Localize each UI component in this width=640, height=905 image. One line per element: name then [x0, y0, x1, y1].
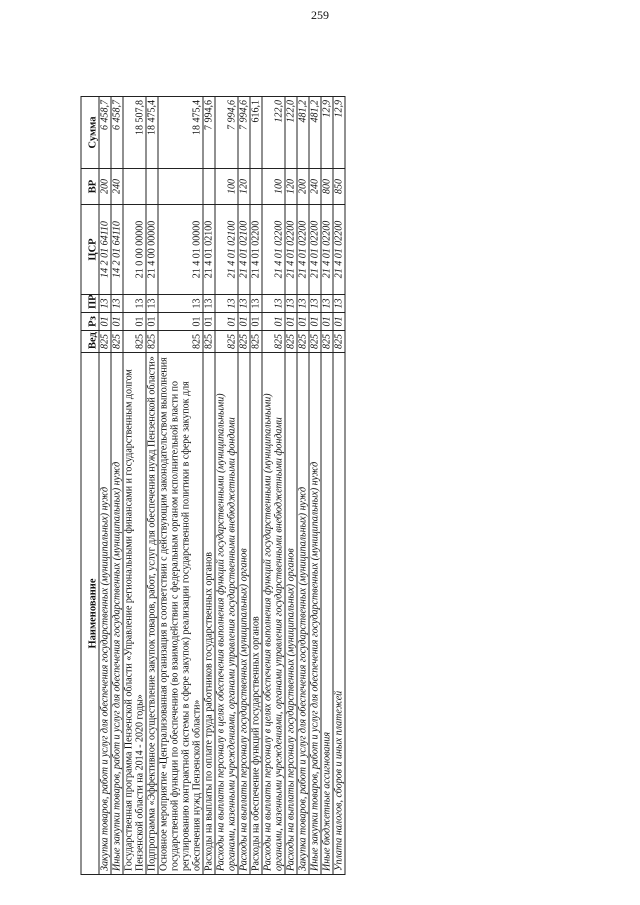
cell-sum: 7 994,6	[238, 96, 250, 168]
table-row	[111, 96, 123, 874]
cell-rz: 01	[238, 312, 250, 330]
cell-rz: 01	[111, 312, 123, 330]
cell-name: Иные закупки товаров, работ и услуг для обеспечения государственных (муниципальных) нужд	[309, 352, 321, 874]
table-row	[215, 96, 238, 874]
cell-ved: 825	[333, 330, 345, 352]
cell-ved: 825	[238, 330, 250, 352]
cell-pr: 13	[333, 294, 345, 312]
cell-rz: 01	[321, 312, 333, 330]
cell-csr: 21 4 01 02200	[321, 204, 333, 294]
cell-name: Подпрограмма «Эффективное осуществление закупок товаров, работ, услуг для обеспечения нужд Пензенской области»	[146, 352, 158, 874]
header-ved: Вед	[81, 330, 99, 352]
cell-ved: 825	[123, 330, 146, 352]
table-row	[203, 96, 215, 874]
cell-sum: 616,1	[250, 96, 262, 168]
cell-rz: 01	[123, 312, 146, 330]
table-row	[262, 96, 285, 874]
cell-sum: 481,2	[297, 96, 309, 168]
cell-name: Расходы на выплаты персоналу в целях обеспечения выполнения функций государственными (муниципальными) органами, казенными учреждениями, органами управления государственными внебюджетными фондами	[262, 352, 285, 874]
cell-sum: 6 458,7	[99, 96, 111, 168]
cell-csr: 21 0 00 00000	[123, 204, 146, 294]
cell-ved: 825	[309, 330, 321, 352]
cell-csr: 21 4 01 02200	[297, 204, 309, 294]
table-row	[297, 96, 309, 874]
cell-pr: 13	[146, 294, 158, 312]
header-pr: ПР	[81, 294, 99, 312]
header-name: Наименование	[81, 352, 99, 874]
cell-csr: 21 4 01 02100	[203, 204, 215, 294]
table-row	[285, 96, 297, 874]
cell-vr: 240	[309, 168, 321, 204]
cell-pr: 13	[309, 294, 321, 312]
cell-vr: 120	[285, 168, 297, 204]
cell-sum: 6 458,7	[111, 96, 123, 168]
table-row	[321, 96, 333, 874]
cell-pr: 13	[203, 294, 215, 312]
cell-pr: 13	[262, 294, 285, 312]
cell-pr: 13	[285, 294, 297, 312]
cell-csr: 21 4 01 02200	[285, 204, 297, 294]
budget-table	[81, 96, 346, 875]
cell-ved: 825	[262, 330, 285, 352]
cell-sum: 7 994,6	[215, 96, 238, 168]
cell-name: Расходы на выплаты персоналу государственных (муниципальных) органов	[285, 352, 297, 874]
cell-pr: 13	[123, 294, 146, 312]
cell-ved: 825	[99, 330, 111, 352]
cell-csr: 14 2 01 64110	[111, 204, 123, 294]
cell-pr: 13	[321, 294, 333, 312]
cell-rz: 01	[297, 312, 309, 330]
cell-name: Закупка товаров, работ и услуг для обеспечения государственных (муниципальных) нужд	[99, 352, 111, 874]
cell-rz: 01	[262, 312, 285, 330]
header-vr: ВР	[81, 168, 99, 204]
cell-rz: 01	[309, 312, 321, 330]
cell-csr: 21 4 01 00000	[158, 204, 203, 294]
cell-pr: 13	[111, 294, 123, 312]
cell-vr	[123, 168, 146, 204]
cell-name: Иные закупки товаров, работ и услуг для обеспечения государственных (муниципальных) нужд	[111, 352, 123, 874]
cell-ved: 825	[297, 330, 309, 352]
cell-rz: 01	[333, 312, 345, 330]
cell-vr	[203, 168, 215, 204]
cell-name: Закупка товаров, работ и услуг для обеспечения государственных (муниципальных) нужд	[297, 352, 309, 874]
table-row	[158, 96, 203, 874]
table-header-row	[81, 96, 99, 874]
cell-name: Расходы на выплаты персоналу в целях обеспечения выполнения функций государственными (муниципальными) органами, казенными учреждениями, органами управления государственными внебюджетными фондами	[215, 352, 238, 874]
cell-name: Иные бюджетные ассигнования	[321, 352, 333, 874]
cell-sum: 122,0	[262, 96, 285, 168]
cell-csr: 21 4 01 02100	[215, 204, 238, 294]
cell-rz: 01	[203, 312, 215, 330]
cell-ved: 825	[321, 330, 333, 352]
cell-pr: 13	[158, 294, 203, 312]
cell-pr: 13	[238, 294, 250, 312]
cell-vr	[158, 168, 203, 204]
cell-vr	[250, 168, 262, 204]
cell-vr: 100	[262, 168, 285, 204]
table-row	[333, 96, 345, 874]
cell-csr: 21 4 01 02200	[250, 204, 262, 294]
cell-csr: 14 2 01 64110	[99, 204, 111, 294]
cell-csr: 21 4 00 00000	[146, 204, 158, 294]
cell-sum: 7 994,6	[203, 96, 215, 168]
cell-rz: 01	[99, 312, 111, 330]
cell-csr: 21 4 01 02200	[333, 204, 345, 294]
header-rz: Рз	[81, 312, 99, 330]
page-number: 259	[311, 8, 329, 22]
cell-vr: 800	[321, 168, 333, 204]
cell-csr: 21 4 01 02200	[262, 204, 285, 294]
cell-name: Расходы на выплаты персоналу государственных (муниципальных) органов	[238, 352, 250, 874]
cell-rz: 01	[250, 312, 262, 330]
cell-vr: 240	[111, 168, 123, 204]
cell-csr: 21 4 01 02100	[238, 204, 250, 294]
cell-name: Расходы на выплаты по оплате труда работников государственных органов	[203, 352, 215, 874]
cell-ved: 825	[158, 330, 203, 352]
table-row	[99, 96, 111, 874]
cell-pr: 13	[99, 294, 111, 312]
cell-rz: 01	[215, 312, 238, 330]
cell-name: Основное мероприятие «Централизованная организация в соответствии с действующим законодательством выполнения государственной функции по обеспечению (во взаимодействии с федеральным органом исполнительной власти по регулированию контрактной системы в сфере закупок) реализации государственной политики в сфере закупок для обеспечения нужд Пензенской области»	[158, 352, 203, 874]
cell-vr: 200	[99, 168, 111, 204]
table-row	[238, 96, 250, 874]
cell-csr: 21 4 01 02200	[309, 204, 321, 294]
cell-name: Уплата налогов, сборов и иных платежей	[333, 352, 345, 874]
table-body	[99, 96, 345, 874]
cell-rz: 01	[285, 312, 297, 330]
cell-ved: 825	[215, 330, 238, 352]
table-row	[309, 96, 321, 874]
table-row	[146, 96, 158, 874]
cell-vr: 100	[215, 168, 238, 204]
cell-sum: 12,9	[333, 96, 345, 168]
cell-pr: 13	[215, 294, 238, 312]
cell-pr: 13	[297, 294, 309, 312]
cell-vr: 120	[238, 168, 250, 204]
header-sum: Сумма	[81, 96, 99, 168]
cell-sum: 18 507,8	[123, 96, 146, 168]
table-row	[123, 96, 146, 874]
header-csr: ЦСР	[81, 204, 99, 294]
cell-ved: 825	[203, 330, 215, 352]
cell-vr: 200	[297, 168, 309, 204]
cell-ved: 825	[111, 330, 123, 352]
cell-rz: 01	[158, 312, 203, 330]
cell-pr: 13	[250, 294, 262, 312]
cell-ved: 825	[250, 330, 262, 352]
cell-sum: 12,9	[321, 96, 333, 168]
cell-name: Государственная программа Пензенской области «Управление региональными финансами и государственным долгом Пензенской области на 2014 - 2020 годы»	[123, 352, 146, 874]
cell-sum: 122,0	[285, 96, 297, 168]
cell-ved: 825	[146, 330, 158, 352]
cell-ved: 825	[285, 330, 297, 352]
cell-vr: 850	[333, 168, 345, 204]
cell-vr	[146, 168, 158, 204]
table-row	[250, 96, 262, 874]
cell-name: Расходы на обеспечение функций государственных органов	[250, 352, 262, 874]
cell-sum: 18 475,4	[158, 96, 203, 168]
cell-sum: 481,2	[309, 96, 321, 168]
rotated-table-container	[81, 97, 582, 875]
cell-sum: 18 475,4	[146, 96, 158, 168]
cell-rz: 01	[146, 312, 158, 330]
